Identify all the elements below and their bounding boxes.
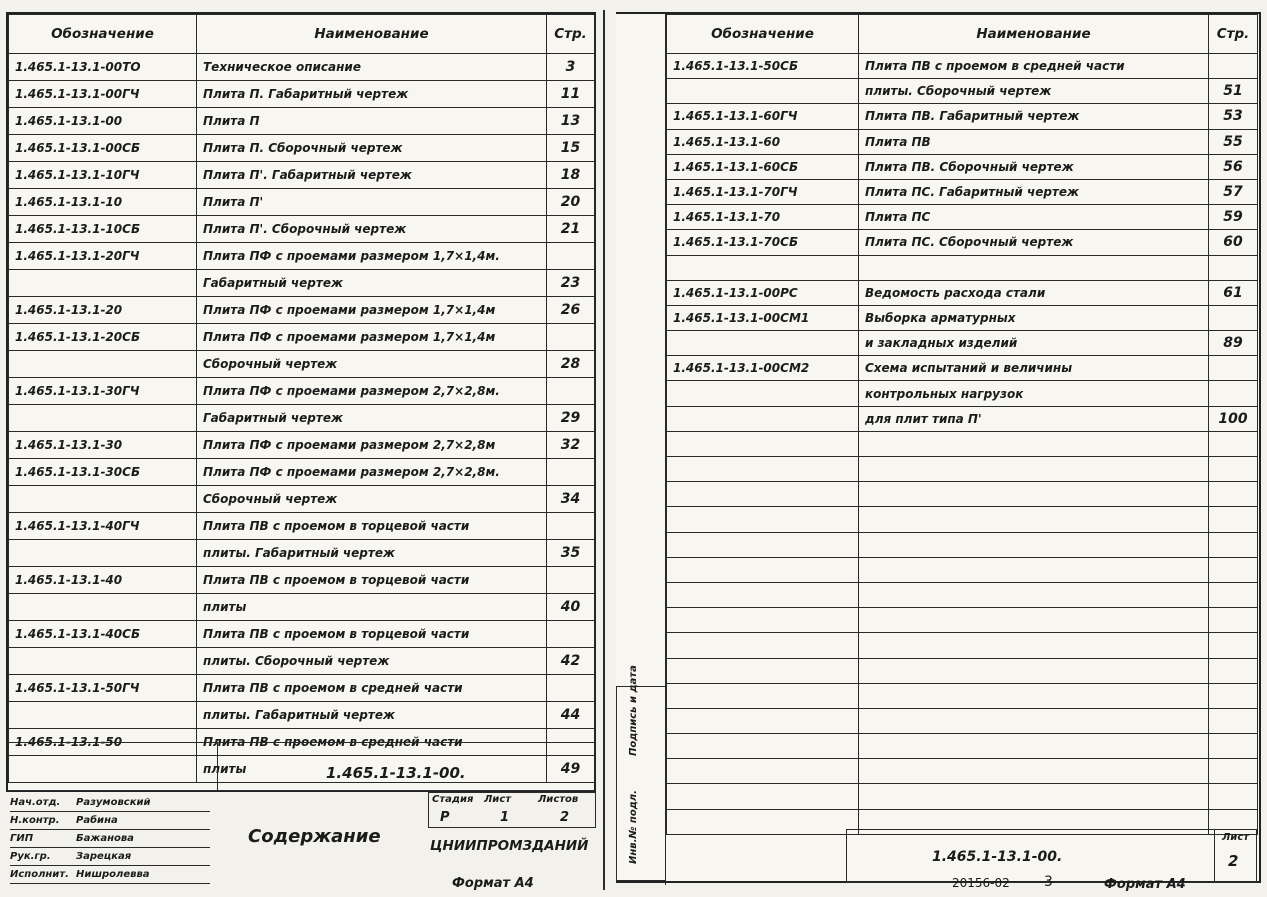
cell-page: 60 (1209, 230, 1258, 255)
stamp-org: ЦНИИПРОМЗДАНИЙ (430, 838, 589, 854)
header-row (667, 15, 1258, 54)
cell-name: Плита ПВ с проемом в средней части (859, 54, 1209, 79)
table-row (9, 135, 595, 162)
cell-name: Плита ПС. Сборочный чертеж (859, 230, 1209, 255)
empty-cell (667, 608, 859, 633)
empty-cell (667, 507, 859, 532)
stamp-sheet: 1 (500, 810, 510, 825)
cell-designation: 1.465.1-13.1-00ГЧ (9, 81, 197, 108)
empty-cell (1209, 507, 1258, 532)
table-row (9, 378, 595, 405)
header-name: Наименование (859, 15, 1209, 54)
empty-row (667, 784, 1258, 809)
cell-designation: 1.465.1-13.1-00СБ (9, 135, 197, 162)
cell-page (1209, 381, 1258, 406)
table-row (9, 351, 595, 378)
cell-designation (667, 381, 859, 406)
table-row (667, 381, 1258, 406)
table-row (9, 405, 595, 432)
cell-page: 89 (1209, 331, 1258, 356)
empty-cell (859, 482, 1209, 507)
cell-page: 20 (547, 189, 595, 216)
empty-row (667, 482, 1258, 507)
signature-list (10, 794, 210, 884)
signature-row (10, 812, 210, 830)
cell-name: Плита ПВ с проемом в средней части (197, 675, 547, 702)
table-row (9, 648, 595, 675)
empty-row (667, 507, 1258, 532)
cell-page (547, 243, 595, 270)
table-row (667, 154, 1258, 179)
cell-designation (9, 486, 197, 513)
signature-role: Исполнит. (10, 869, 69, 880)
empty-cell (859, 658, 1209, 683)
empty-cell (667, 683, 859, 708)
empty-cell (667, 633, 859, 658)
table-row (9, 513, 595, 540)
signature-role: Рук.гр. (10, 851, 51, 862)
empty-cell (667, 431, 859, 456)
empty-cell (1209, 532, 1258, 557)
empty-row (667, 457, 1258, 482)
sheet-gap-divider (603, 10, 605, 890)
cell-name: Сборочный чертеж (197, 486, 547, 513)
empty-cell (667, 532, 859, 557)
table-row (9, 108, 595, 135)
cell-name: Плита П'. Габаритный чертеж (197, 162, 547, 189)
table-row (9, 54, 595, 81)
cell-page (547, 459, 595, 486)
cell-designation (667, 406, 859, 431)
sheet-left (6, 12, 596, 792)
cell-designation: 1.465.1-13.1-20 (9, 297, 197, 324)
header-name: Наименование (197, 15, 547, 54)
empty-cell (859, 759, 1209, 784)
empty-cell (859, 633, 1209, 658)
table-row (9, 675, 595, 702)
signature-grid (8, 742, 218, 790)
signature-row (10, 866, 210, 884)
cell-name: Сборочный чертеж (197, 351, 547, 378)
empty-cell (1209, 431, 1258, 456)
cell-page: 56 (1209, 154, 1258, 179)
empty-cell (1209, 658, 1258, 683)
sheet-right (616, 12, 1261, 883)
right-stamp-code: 1.465.1-13.1-00. (932, 849, 1063, 865)
cell-page (547, 513, 595, 540)
cell-page (1209, 356, 1258, 381)
cell-name: Плита ПФ с проемами размером 1,7×1,4м (197, 297, 547, 324)
table-row (9, 189, 595, 216)
cell-page: 42 (547, 648, 595, 675)
cell-name: контрольных нагрузок (859, 381, 1209, 406)
empty-row (667, 582, 1258, 607)
cell-name: Плита ПВ с проемом в торцевой части (197, 567, 547, 594)
cell-designation: 1.465.1-13.1-10ГЧ (9, 162, 197, 189)
cell-page (1209, 305, 1258, 330)
cell-name: плиты. Габаритный чертеж (197, 702, 547, 729)
cell-designation: 1.465.1-13.1-40СБ (9, 621, 197, 648)
signature-name: Нишролевва (76, 869, 150, 880)
table-row (9, 216, 595, 243)
cell-name: Плита ПВ с проемом в средней части (197, 729, 547, 756)
cell-name: Плита ПФ с проемами размером 1,7×1,4м. (197, 243, 547, 270)
cell-name: Плита ПВ с проемом в торцевой части (197, 513, 547, 540)
stamp-title: Содержание (248, 826, 381, 847)
empty-cell (667, 708, 859, 733)
side-strip-box (616, 686, 666, 881)
empty-row (667, 734, 1258, 759)
empty-row (667, 532, 1258, 557)
cell-designation: 1.465.1-13.1-20СБ (9, 324, 197, 351)
stamp-code: 1.465.1-13.1-00. (326, 764, 466, 782)
table-row (667, 104, 1258, 129)
empty-cell (859, 608, 1209, 633)
empty-cell (1209, 582, 1258, 607)
empty-row (667, 608, 1258, 633)
table-row (9, 486, 595, 513)
right-stamp-sheet-label: Лист (1222, 832, 1250, 843)
empty-cell (859, 507, 1209, 532)
cell-page: 34 (547, 486, 595, 513)
cell-page: 23 (547, 270, 595, 297)
table-row (9, 243, 595, 270)
empty-cell (859, 457, 1209, 482)
table-row (9, 297, 595, 324)
cell-page (1209, 54, 1258, 79)
header-page: Стр. (1209, 15, 1258, 54)
cell-page (547, 621, 595, 648)
cell-page: 51 (1209, 79, 1258, 104)
stamp-sheets-label: Листов (538, 794, 579, 805)
cell-page: 32 (547, 432, 595, 459)
cell-page: 29 (547, 405, 595, 432)
cell-name: Габаритный чертеж (197, 405, 547, 432)
table-row (667, 230, 1258, 255)
cell-page: 26 (547, 297, 595, 324)
stamp-lower (6, 790, 596, 791)
cell-designation (667, 79, 859, 104)
cell-name: Плита П' (197, 189, 547, 216)
empty-cell (1209, 734, 1258, 759)
cell-designation (667, 255, 859, 280)
table-row (667, 129, 1258, 154)
empty-cell (1209, 457, 1258, 482)
empty-cell (667, 759, 859, 784)
contents-table-right (666, 14, 1258, 835)
cell-name: Выборка арматурных (859, 305, 1209, 330)
cell-designation: 1.465.1-13.1-50 (9, 729, 197, 756)
empty-cell (667, 809, 859, 834)
cell-name: плиты. Габаритный чертеж (197, 540, 547, 567)
empty-cell (859, 557, 1209, 582)
signature-name: Бажанова (76, 833, 134, 844)
empty-row (667, 683, 1258, 708)
cell-page: 15 (547, 135, 595, 162)
empty-cell (667, 457, 859, 482)
header-designation: Обозначение (667, 15, 859, 54)
cell-name: Плита ПС (859, 205, 1209, 230)
table-row (9, 81, 595, 108)
table-row (9, 432, 595, 459)
table-row (9, 324, 595, 351)
empty-cell (1209, 708, 1258, 733)
table-row (667, 305, 1258, 330)
cell-page: 13 (547, 108, 595, 135)
cell-name: плиты (197, 594, 547, 621)
cell-name: Плита ПФ с проемами размером 2,7×2,8м. (197, 378, 547, 405)
cell-page: 35 (547, 540, 595, 567)
footer-number: 20156-02 (952, 876, 1010, 890)
empty-row (667, 708, 1258, 733)
cell-page (547, 324, 595, 351)
side-label-signature: Подпись и дата (628, 665, 639, 756)
empty-cell (859, 582, 1209, 607)
signature-name: Разумовский (76, 797, 151, 808)
table-row (9, 594, 595, 621)
empty-cell (859, 708, 1209, 733)
cell-name: плиты. Сборочный чертеж (859, 79, 1209, 104)
cell-designation: 1.465.1-13.1-00СМ2 (667, 356, 859, 381)
cell-designation: 1.465.1-13.1-00 (9, 108, 197, 135)
table-row (9, 540, 595, 567)
empty-cell (667, 784, 859, 809)
stamp-stage: Р (440, 810, 450, 825)
empty-cell (859, 784, 1209, 809)
table-row (9, 459, 595, 486)
empty-cell (1209, 482, 1258, 507)
cell-designation (9, 594, 197, 621)
empty-row (667, 658, 1258, 683)
cell-designation: 1.465.1-13.1-70ГЧ (667, 179, 859, 204)
empty-cell (1209, 608, 1258, 633)
cell-page: 57 (1209, 179, 1258, 204)
signature-role: ГИП (10, 833, 34, 844)
table-row (9, 162, 595, 189)
empty-cell (859, 683, 1209, 708)
empty-cell (1209, 633, 1258, 658)
cell-designation (9, 270, 197, 297)
cell-name: Плита ПФ с проемами размером 2,7×2,8м (197, 432, 547, 459)
cell-designation: 1.465.1-13.1-00СМ1 (667, 305, 859, 330)
cell-designation: 1.465.1-13.1-60ГЧ (667, 104, 859, 129)
cell-designation: 1.465.1-13.1-30ГЧ (9, 378, 197, 405)
cell-name: Плита ПВ. Габаритный чертеж (859, 104, 1209, 129)
side-label-inventory: Инв.№ подл. (628, 790, 639, 864)
cell-page (547, 567, 595, 594)
cell-page: 21 (547, 216, 595, 243)
footer-page: 3 (1044, 874, 1053, 890)
cell-designation: 1.465.1-13.1-20ГЧ (9, 243, 197, 270)
cell-designation (9, 540, 197, 567)
empty-row (667, 431, 1258, 456)
cell-designation: 1.465.1-13.1-60 (667, 129, 859, 154)
signature-name: Рабина (76, 815, 118, 826)
cell-designation: 1.465.1-13.1-60СБ (667, 154, 859, 179)
cell-name: Техническое описание (197, 54, 547, 81)
cell-designation: 1.465.1-13.1-40 (9, 567, 197, 594)
cell-name: плиты. Сборочный чертеж (197, 648, 547, 675)
cell-designation: 1.465.1-13.1-50СБ (667, 54, 859, 79)
table-row (667, 280, 1258, 305)
cell-page: 55 (1209, 129, 1258, 154)
table-row (667, 255, 1258, 280)
signature-name: Зарецкая (76, 851, 132, 862)
cell-designation: 1.465.1-13.1-50ГЧ (9, 675, 197, 702)
cell-name: плиты (197, 756, 547, 783)
cell-name: Плита ПС. Габаритный чертеж (859, 179, 1209, 204)
table-row (9, 270, 595, 297)
cell-designation (667, 331, 859, 356)
cell-name: Плита ПФ с проемами размером 2,7×2,8м. (197, 459, 547, 486)
empty-cell (859, 532, 1209, 557)
empty-cell (667, 482, 859, 507)
empty-cell (1209, 683, 1258, 708)
cell-designation: 1.465.1-13.1-70СБ (667, 230, 859, 255)
cell-designation: 1.465.1-13.1-70 (667, 205, 859, 230)
cell-designation: 1.465.1-13.1-30 (9, 432, 197, 459)
cell-designation (9, 702, 197, 729)
table-row (667, 54, 1258, 79)
cell-name: Плита П (197, 108, 547, 135)
empty-cell (667, 658, 859, 683)
cell-designation: 1.465.1-13.1-30СБ (9, 459, 197, 486)
cell-name: Схема испытаний и величины (859, 356, 1209, 381)
empty-cell (859, 734, 1209, 759)
cell-page: 11 (547, 81, 595, 108)
cell-page: 100 (1209, 406, 1258, 431)
cell-page (547, 378, 595, 405)
empty-cell (1209, 784, 1258, 809)
cell-designation (9, 648, 197, 675)
header-page: Стр. (547, 15, 595, 54)
table-row (667, 79, 1258, 104)
cell-page (547, 675, 595, 702)
format-left: Формат А4 (452, 876, 534, 891)
empty-cell (1209, 759, 1258, 784)
cell-name: Плита ПВ с проемом в торцевой части (197, 621, 547, 648)
table-row (667, 356, 1258, 381)
signature-role: Н.контр. (10, 815, 60, 826)
table-row (667, 205, 1258, 230)
empty-row (667, 557, 1258, 582)
stamp-sheets: 2 (560, 810, 570, 825)
signature-role: Нач.отд. (10, 797, 61, 808)
cell-name (859, 255, 1209, 280)
cell-designation: 1.465.1-13.1-00РС (667, 280, 859, 305)
cell-designation (9, 351, 197, 378)
cell-designation (9, 405, 197, 432)
cell-name: и закладных изделий (859, 331, 1209, 356)
cell-name: Габаритный чертеж (197, 270, 547, 297)
cell-page: 61 (1209, 280, 1258, 305)
cell-page (1209, 255, 1258, 280)
table-row (667, 331, 1258, 356)
signature-row (10, 848, 210, 866)
cell-designation: 1.465.1-13.1-00ТО (9, 54, 197, 81)
stamp-stage-label: Стадия (432, 794, 474, 805)
cell-page: 59 (1209, 205, 1258, 230)
cell-page: 53 (1209, 104, 1258, 129)
cell-page: 3 (547, 54, 595, 81)
table-row (667, 179, 1258, 204)
cell-name: для плит типа П' (859, 406, 1209, 431)
cell-name: Плита П. Габаритный чертеж (197, 81, 547, 108)
empty-cell (667, 734, 859, 759)
cell-designation: 1.465.1-13.1-10СБ (9, 216, 197, 243)
empty-cell (667, 557, 859, 582)
cell-designation: 1.465.1-13.1-10 (9, 189, 197, 216)
cell-name: Плита ПВ. Сборочный чертеж (859, 154, 1209, 179)
cell-page: 18 (547, 162, 595, 189)
cell-name: Плита П. Сборочный чертеж (197, 135, 547, 162)
table-row (9, 621, 595, 648)
table-row (9, 702, 595, 729)
table-row (667, 406, 1258, 431)
cell-name: Ведомость расхода стали (859, 280, 1209, 305)
empty-cell (1209, 557, 1258, 582)
stamp-sheet-label: Лист (484, 794, 512, 805)
format-right: Формат А4 (1104, 877, 1186, 892)
contents-table-left (8, 14, 595, 783)
cell-name: Плита П'. Сборочный чертеж (197, 216, 547, 243)
header-designation: Обозначение (9, 15, 197, 54)
cell-page: 44 (547, 702, 595, 729)
cell-designation: 1.465.1-13.1-40ГЧ (9, 513, 197, 540)
right-stamp-sheet: 2 (1228, 852, 1239, 870)
cell-page: 40 (547, 594, 595, 621)
empty-row (667, 759, 1258, 784)
signature-row (10, 794, 210, 812)
empty-cell (667, 582, 859, 607)
header-row (9, 15, 595, 54)
empty-cell (859, 431, 1209, 456)
cell-name: Плита ПВ (859, 129, 1209, 154)
signature-row (10, 830, 210, 848)
empty-row (667, 633, 1258, 658)
table-row (9, 567, 595, 594)
cell-name: Плита ПФ с проемами размером 1,7×1,4м (197, 324, 547, 351)
cell-page: 28 (547, 351, 595, 378)
cell-page: 49 (547, 756, 595, 783)
